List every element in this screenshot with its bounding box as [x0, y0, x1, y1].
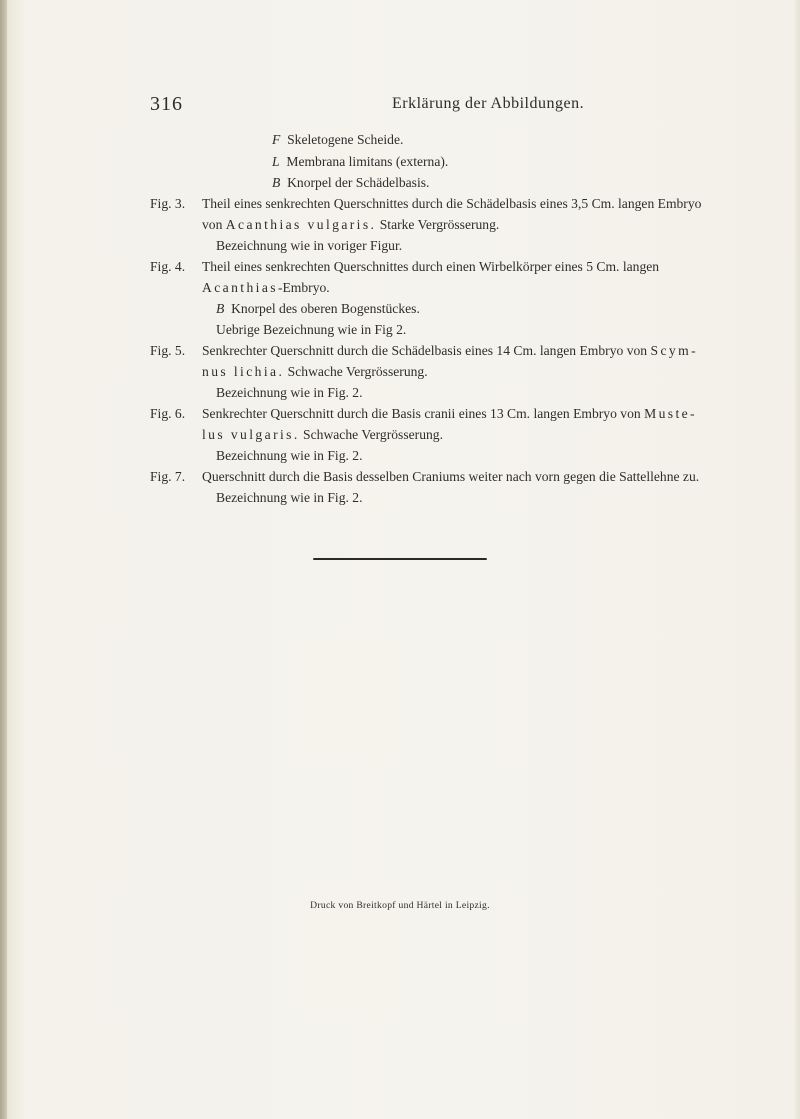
- species-name: Muste-: [644, 406, 697, 421]
- text-suffix: -Embryo.: [277, 280, 330, 295]
- legend-text: Skeletogene Scheide.: [287, 132, 404, 147]
- species-name: Acanthias: [202, 280, 278, 295]
- figure-7-description-line1: Querschnitt durch die Basis desselben Craniums weiter nach vorn gegen die Sattellehne zu.: [202, 469, 700, 484]
- species-name: Scym-: [650, 343, 698, 358]
- legend-key: B: [272, 175, 281, 190]
- figure-6-description-line1: [202, 405, 697, 423]
- figure-label-6: Fig. 6.: [150, 406, 186, 421]
- text-suffix: Schwache Vergrösserung.: [284, 364, 428, 379]
- description-text: Senkrechter Querschnitt durch die Basis cranii eines 13 Cm. langen Embryo von: [202, 406, 641, 421]
- page-number: 316: [150, 93, 183, 115]
- legend-item-b: [272, 174, 429, 192]
- species-name: Acanthias vulgaris.: [225, 217, 377, 232]
- figure-label-3: Fig. 3.: [150, 196, 186, 211]
- page-right-edge: [794, 0, 800, 1119]
- figure-4-note: Uebrige Bezeichnung wie in Fig 2.: [216, 322, 407, 337]
- figure-5-description-line2: [202, 363, 428, 381]
- printer-imprint: Druck von Breitkopf und Härtel in Leipzig.: [310, 900, 490, 911]
- legend-text: Knorpel des oberen Bogenstückes.: [231, 301, 420, 316]
- figure-4-key-b: [216, 300, 420, 318]
- legend-key: F: [272, 132, 281, 147]
- figure-5-note: Bezeichnung wie in Fig. 2.: [216, 385, 363, 400]
- figure-3-note: Bezeichnung wie in voriger Figur.: [216, 238, 403, 253]
- page-binding-edge: [0, 0, 7, 1119]
- figure-6-note: Bezeichnung wie in Fig. 2.: [216, 448, 363, 463]
- legend-item-l: [272, 153, 448, 171]
- legend-text: Knorpel der Schädelbasis.: [287, 175, 430, 190]
- figure-4-description-line1: Theil eines senkrechten Querschnittes durch einen Wirbelkörper eines 5 Cm. langen: [202, 259, 660, 274]
- figure-5-description-line1: [202, 342, 698, 360]
- description-text: Senkrechter Querschnitt durch die Schädelbasis eines 14 Cm. langen Embryo von: [202, 343, 648, 358]
- figure-3-description-line1: Theil eines senkrechten Querschnittes durch die Schädelbasis eines 3,5 Cm. langen Embryo: [202, 196, 702, 211]
- text-prefix: von: [202, 217, 226, 232]
- legend-text: Membrana limitans (externa).: [286, 154, 449, 169]
- species-name: lus vulgaris.: [202, 427, 300, 442]
- end-rule: [313, 558, 487, 560]
- running-title: Erklärung der Abbildungen.: [392, 95, 585, 112]
- legend-key: L: [272, 154, 280, 169]
- figure-label-4: Fig. 4.: [150, 259, 186, 274]
- figure-3-description-line2: [202, 216, 499, 234]
- text-suffix: Schwache Vergrösserung.: [299, 427, 443, 442]
- page-header: [150, 93, 790, 119]
- figure-6-description-line2: [202, 426, 443, 444]
- species-name: nus lichia.: [202, 364, 285, 379]
- legend-key: B: [216, 301, 225, 316]
- figure-4-description-line2: [202, 279, 330, 297]
- figure-label-7: Fig. 7.: [150, 469, 186, 484]
- figure-label-5: Fig. 5.: [150, 343, 186, 358]
- legend-item-f: [272, 131, 403, 149]
- text-suffix: Starke Vergrösserung.: [376, 217, 500, 232]
- figure-7-note: Bezeichnung wie in Fig. 2.: [216, 490, 363, 505]
